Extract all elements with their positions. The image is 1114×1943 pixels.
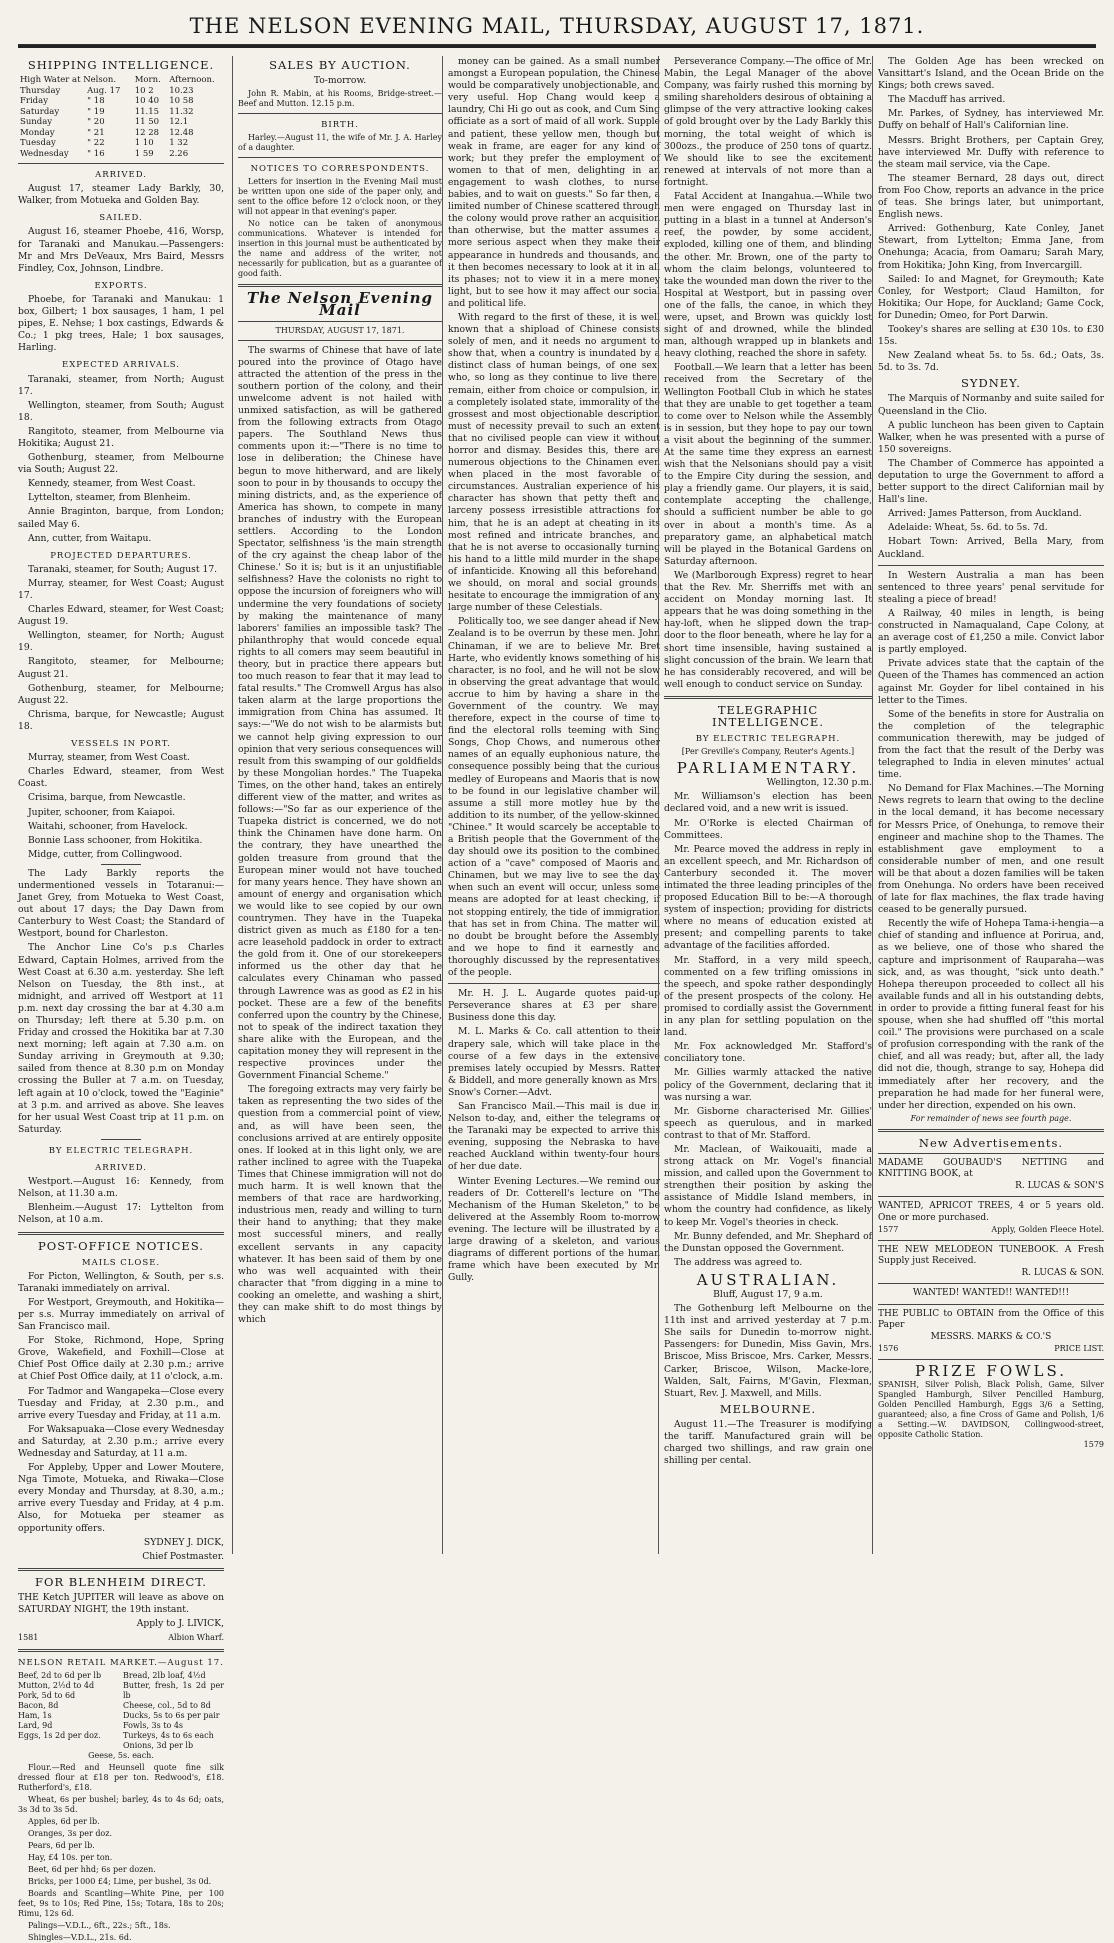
auction-heading: SALES BY AUCTION.	[269, 58, 411, 72]
list-item: Hay, £4 10s. per ton.	[28, 1853, 113, 1863]
divider	[878, 1304, 1104, 1305]
sailed-text: August 16, steamer Phoebe, 416, Worsp, for Taranaki and Manukau.—Passengers: Mr and Mrs DeVeaux, Mrs Baird, Messrs Findley, Cox, Johnson, Lindbre.	[18, 226, 224, 274]
exports-text: Phoebe, for Taranaki and Manukau: 1 box, Gilbert; 1 box sausages, 1 ham, 1 pel pipes, E. Nehse; 1 box castings, Edwards & Co.; 1 pkg trees, Hale; 1 box sausages, Harling.	[18, 293, 224, 354]
list-item: Mr. Gillies warmly attacked the native policy of the Government, declaring that it was nursing a war.	[664, 1067, 872, 1103]
list-item: Ham, 1s	[18, 1711, 52, 1721]
tide-row	[18, 117, 224, 128]
divider	[878, 1153, 1104, 1154]
tide-aft: 12.1	[169, 117, 189, 128]
tide-date: " 18	[87, 96, 105, 107]
news-item: San Francisco Mail.—This mail is due in Nelson to-day, and, either the telegrams or the Taranaki may be expected to arrive this evening, supposing the Nebraska to have reached Auckland within twenty-four hours of her due date.	[448, 1100, 660, 1173]
divider	[238, 113, 442, 114]
telegraphic-subheading: BY ELECTRIC TELEGRAPH.	[695, 734, 841, 745]
ad-footer	[878, 1343, 1104, 1355]
list-item: Ducks, 5s to 6s per pair	[123, 1711, 220, 1721]
divider	[878, 1283, 1104, 1284]
tide-aft: 1 32	[169, 138, 189, 149]
list-item: For Tadmor and Wangapeka—Close every Tuesday and Friday, at 2.30 p.m., and arrive every Tuesday and Friday, at 11 a.m.	[18, 1385, 224, 1421]
list-item: Oranges, 3s per doz.	[28, 1829, 113, 1839]
news-item: We (Marlborough Express) regret to hear that the Rev. Mr. Sherriffs met with an accident on Monday morning last. It appears that he was doing something in the hay-loft, when he slipped down the trap-door to the floor beneath, where he lay for a short time insensible, having sustained a slight concussion of the brain. We learn that he has considerably recovered, and will be well enough to conduct service on Sunday.	[664, 569, 872, 690]
editorial-paragraph: The foregoing extracts may very fairly be taken as representing the two sides of the question from a commercial point of view, and, as will have been seen, the conclusions arrived at are entirely opposite ones. If looked at in this light only, we are rather inclined to agree with the Tuapeka Times that Chinese immigration will not do much harm. It is well known that the members of that race are hardworking, industrious men, ready and willing to turn their hand to anything; that they make most successful miners, and really excellent servants in any capacity whatever. It has been said of them by one who was well acquainted with their character that "from digging in a mine to cooking an omelette, and washing a shirt, they can make shift to do most things by which	[238, 1084, 442, 1326]
notices-heading: NOTICES TO CORRESPONDENTS.	[250, 164, 430, 175]
mails-heading: MAILS CLOSE.	[81, 1257, 161, 1268]
editorial-paragraph: money can be gained. As a small number amongst a European population, the Chinese would be comparatively unobjectionable, and very useful. Hop Chang would keep a laundry, Chi Hi go out as cook, and Cum Sing officiate as a sort of maid of all work. Supple and patient, these yellow men, though but weak in frame, are eager for any kind of work; but they prefer the employment of women to that of men, delighting in an engagement to wash clothes, to nurse babies, and to wait on guests." So far then, a limited number of Chinese scattered through the colony would prove rather an acquisition than otherwise, but the matter assumes a more serious aspect when they make their appearance in hundreds and thousands, and it then becomes necessary to look at it in all its phases; not to view it in a mere money light, but to see how it may affect our social and political life.	[448, 56, 660, 309]
market-prices	[18, 1671, 224, 1751]
list-item: The address was agreed to.	[674, 1256, 803, 1268]
tide-row	[18, 107, 224, 118]
expected-list	[18, 374, 224, 545]
market-geese: Geese, 5s. each.	[88, 1751, 154, 1761]
list-item: Fowls, 3s to 4s	[123, 1721, 184, 1731]
column-5	[872, 56, 1104, 1554]
divider	[238, 321, 442, 322]
list-item: Bonnie Lass schooner, from Hokitika.	[28, 834, 203, 846]
lady-barkly-report: The Lady Barkly reports the undermentioned vessels in Totaranui:—Janet Grey, from Motueka to West Coast, out about 17 days; the Day Dawn from Canterbury to West Coast; the Standard of Westport, bound for Charleston.	[18, 867, 224, 940]
advert-prize-fowls	[878, 1380, 1104, 1450]
tide-aft: 11.32	[169, 106, 194, 117]
news-item: Arrived: Gothenburg, Kate Conley, Janet Stewart, from Lyttelton; Emma Jane, from Onehunga; Acacia, from Oamaru; Sarah Mary, from Hokitika; John King, from Invercargill.	[878, 223, 1104, 271]
news-item: The Marquis of Normanby and suite sailed for Queensland in the Clio.	[878, 393, 1104, 417]
tide-date: " 16	[87, 148, 105, 159]
tide-morn: 10 2	[134, 85, 154, 96]
exports-heading: EXPORTS.	[94, 280, 148, 291]
editorial-paragraph: The swarms of Chinese that have of late poured into the province of Otago have attracted the attention of the press in the southern portion of the colony, and their unwelcome advent is not hailed with unmixed satisfaction, as will be gathered from the following extracts from Otago papers. The Southland News thus comments upon it:—"There is no time to lose in deliberation; the Chinese have begun to move hitherward, and are likely soon to pour in by thousands to occupy the mining districts, and, as the experience of America has shown, to compete in many branches of industry with the European settlers. According to the London Spectator, selfishness 'is the main strength of the cry against the cheap labor of the Chinese.' So it is; but is it an unjustifiable selfishness? Have the colonists no right to oppose the incursion of foreigners who will undermine the very foundations of society by making the maintenance of many laborers' families an impossible task? The philanthrophy that would concede equal rights to all comers may seem beautiful in theory, but in practice there appears but too much reason to fear that it may lead to fatal results." The Cromwell Argus has also taken alarm at the large proportions the immigration from China has assumed. It says:—"We do not wish to be alarmists but we cannot help giving expression to our opinion that very serious consequences will result from this swamping of our goldfields by these Mongolian hordes." The Tuapeka Times, on the other hand, takes an entirely different view of the matter, and writes as follows:—"So far as our experience of the Tuapeka district is concerned, we do not think the Chinamen have done harm. On the contrary, they have unearthed the golden treasure from ground that the European miner would not have touched for many years hence. They have shown an amount of energy and organisation which we would like to see copied by our own countrymen. They have in the Tuapeka district given as much as £180 for a ten-acre leasehold paddock in order to extract the gold from it. One of our storekeepers informed us the other day that he calculates every Chinaman who passed through Lawrence was as good as £2 in his pocket. These are a few of the benefits conferred upon the country by the Chinese, not to speak of the indirect taxation they share alike with the European, and the capitation money they will represent in the respective provinces under the Government Financial Scheme."	[238, 344, 442, 1082]
news-item: A public luncheon has been given to Captain Walker, when he was presented with a purse of 150 sovereigns.	[878, 419, 1104, 455]
tide-date: " 21	[87, 127, 105, 138]
news-item: Mr. H. J. L. Augarde quotes paid-up Perseverance shares at £3 per share. Business done this day.	[448, 988, 660, 1024]
ad-text: WANTED, APRICOT TREES, 4 or 5 years old. One or more purchased.	[878, 1201, 1104, 1223]
tide-morn: 11 50	[134, 117, 160, 128]
list-item: For Westport, Greymouth, and Hokitika—per s.s. Murray immediately on arrival of San Francisco mail.	[18, 1296, 224, 1333]
parliamentary-dateline: Wellington, 12.30 p.m.	[766, 777, 872, 789]
tide-aft: 10 58	[169, 96, 194, 107]
news-item: Private advices state that the captain of the Queen of the Thames has commenced an action against Mr. Goyder for libel contained in his letter to the Times.	[878, 658, 1104, 706]
column-3	[442, 56, 660, 1554]
tide-row	[18, 96, 224, 107]
australian-heading: AUSTRALIAN.	[696, 1270, 840, 1289]
list-item: Lard, 9d	[18, 1721, 53, 1731]
electric-heading: BY ELECTRIC TELEGRAPH.	[48, 1145, 194, 1156]
divider	[238, 157, 442, 158]
port-list	[18, 752, 224, 861]
market-rest	[18, 1763, 224, 1943]
post-office-heading: POST-OFFICE NOTICES.	[38, 1238, 204, 1253]
news-item: Messrs. Bright Brothers, per Captain Grey, have interviewed Mr. Duffy with reference to the steam mail service, via the Cape.	[878, 134, 1104, 170]
ad-number: 1579	[1083, 1439, 1104, 1449]
tide-day: Saturday	[20, 106, 60, 117]
arrived-text: August 17, steamer Lady Barkly, 30, Walker, from Motueka and Golden Bay.	[18, 183, 224, 207]
list-item: Palings—V.D.L., 6ft., 22s.; 5ft., 18s.	[28, 1921, 171, 1931]
list-item: Westport.—August 16: Kennedy, from Nelson, at 11.30 a.m.	[18, 1176, 224, 1200]
ad-number: 1581	[18, 1633, 39, 1643]
tide-day: Wednesday	[20, 148, 69, 159]
list-item: Mr. Gisborne characterised Mr. Gillies' speech as querulous, and in marked contrast to that of Mr. Stafford.	[664, 1105, 872, 1141]
postmaster-name: SYDNEY J. DICK,	[143, 1536, 224, 1548]
list-item: Mr. Williamson's election has been declared void, and a new writ is issued.	[664, 791, 872, 815]
masthead: THE NELSON EVENING MAIL, THURSDAY, AUGUST 17, 1871.	[18, 14, 1096, 45]
prize-fowls-heading: PRIZE FOWLS.	[914, 1361, 1068, 1380]
news-item: The Chamber of Commerce has appointed a deputation to urge the Government to afford a better support to the direct Californian mail by Hall's line.	[878, 457, 1104, 506]
news-item: Sailed: Io and Magnet, for Greymouth; Kate Conley, for Westport; Claud Hamilton, for Hokitika; Our Hope, for Auckland; Game Cock, for Dunedin; Omeo, for Port Darwin.	[878, 273, 1104, 321]
tide-day: Friday	[20, 96, 48, 107]
divider	[878, 1240, 1104, 1241]
paper-nameplate: The Nelson Evening Mail	[246, 289, 434, 320]
birth-text: Harley.—August 11, the wife of Mr. J. A. Harley of a daughter.	[238, 133, 442, 153]
list-item: Crisima, barque, from Newcastle.	[28, 792, 186, 804]
list-item: Mr. Fox acknowledged Mr. Stafford's conciliatory tone.	[664, 1041, 872, 1065]
market-right	[123, 1671, 224, 1751]
list-item: Wheat, 6s per bushel; barley, 4s to 4s 6d; oats, 3s 3d to 3s 5d.	[18, 1795, 224, 1815]
tide-row	[18, 149, 224, 160]
ad-text: THE PUBLIC to OBTAIN from the Office of this Paper	[878, 1308, 1104, 1331]
notice-text: Letters for insertion in the Evening Mail must be written upon one side of the paper only, and sent to the office before 12 o'clock noon, or they will not appear in that evening's paper.	[238, 177, 442, 217]
tide-header: High Water at Nelson.	[20, 75, 117, 86]
editorial-paragraph: With regard to the first of these, it is well known that a shipload of Chinese consists solely of men, and it needs no argument to show that, when a country is inundated by a distinct class of human beings, of one sex, who, so long as they continue to live there, remain, either from choice or compulsion, in a completely isolated state, immorality of the grossest and most objectionable description must of necessity prevail to such an extent that no civilised people can view it without horror and dismay. Besides this, there are numerous objections to the Chinamen even when placed in the most favorable of circumstances. Australian experience of his character has shown that petty theft and larceny possess irresistible attractions for him, that he is an adept at cheating in its most refined and intricate branches, and that he is not averse to occasionally turning his hand to a little mild murder in the shape of infanticide. Knowing all this beforehand, we should, on moral and social grounds, hesitate to encourage the immigration of any large number of these Celestials.	[448, 311, 660, 614]
news-item: Recently the wife of Hohepa Tama-i-hengia—a chief of standing and influence at Porirua, and, as we believe, one of those who shared the capture and imprisonment of Rauparaha—was sick, and, as was thought, "sick unto death." Hohepa thereupon proceeded to collect all his available funds and all in his outstanding debts, in order to provide a fitting funeral feast for his spouse, when she had shuffled off "this mortal coil." The provisions were purchased on a scale of profusion corresponding with the rank of the chief, and all was ready; but, after all, the lady did not die, though, strange to say, Hohepa did immediately after her recovery, and the preparation he had made for her funeral were, under her direction, expended on his own.	[878, 918, 1104, 1111]
electric-arrived-heading: ARRIVED.	[95, 1163, 147, 1174]
advert-netting-book	[878, 1158, 1104, 1193]
list-item: Turkeys, 4s to 6s each	[123, 1731, 214, 1741]
ad-text: SPANISH, Silver Polish, Black Polish, Game, Silver Spangled Hamburgh, Silver Pencilled Hamburg, Golden Pencilled Hamburgh, Eggs 3/6 a Setting, guaranteed; also, a fine Cross of Game and Polish, 1/6 a Setting.—W. DAVIDSON, Collingwood-street, opposite Catholic Station.	[878, 1379, 1104, 1439]
list-item: Taranaki, steamer, for South; August 17.	[28, 563, 218, 575]
list-item: Chrisma, barque, for Newcastle; August 18.	[18, 708, 224, 732]
list-item: Wellington, steamer, for North; August 19.	[18, 630, 224, 654]
list-item: For Waksapuaka—Close every Wednesday and Saturday, at 2.30 p.m.; arrive every Wednesday and Saturday, at 11 a.m.	[18, 1423, 224, 1459]
melbourne-text: August 11.—The Treasurer is modifying the tariff. Manufactured grain will be charged two shillings, and raw grain one shilling per cental.	[664, 1418, 872, 1467]
list-item: Charles Edward, steamer, from West Coast.	[18, 766, 224, 790]
list-item: For Picton, Wellington, & South, per s.s. Taranaki immediately on arrival.	[18, 1270, 224, 1294]
tide-day: Tuesday	[20, 138, 56, 149]
notice-text: No notice can be taken of anonymous communications. Whatever is intended for insertion in this journal must be authenticated by the name and address of the writer, not necessarily for publication, but as a guarantee of good faith.	[238, 219, 442, 279]
tide-header-row	[18, 75, 224, 86]
news-item: In Western Australia a man has been sentenced to three years' penal servitude for stealing a piece of bread!	[878, 569, 1104, 605]
tide-aft: 12.48	[169, 127, 194, 138]
parliamentary-list	[664, 791, 872, 1269]
tide-date: " 22	[87, 138, 105, 149]
port-heading: VESSELS IN PORT.	[71, 739, 171, 750]
ketch-ad: THE Ketch JUPITER will leave as above on SATURDAY NIGHT, the 19th instant.	[18, 1591, 224, 1616]
list-item: Bread, 2lb loaf, 4½d	[123, 1671, 206, 1681]
news-item: Tookey's shares are selling at £30 10s. to £30 15s.	[878, 323, 1104, 348]
anchor-line-report: The Anchor Line Co's p.s Charles Edward, Captain Holmes, arrived from the West Coast at 6.30 a.m. yesterday. She left Nelson on Tuesday, the 8th inst., at midnight, and arrived off Westport at 11 p.m. next day crossing the bar at 4.30 a.m on Thursday; left there at 5.30 p.m. on Friday and crossed the Hokitika bar at 7.30 next morning; left again at 7.30 a.m. on Sunday arriving in Greymouth at 9.30; sailed from thence at 8.30 p.m on Monday crossing the Buller at 7 a.m. on Tuesday, left again at 10 o'clock, towed the "Eaginie" at 3 p.m. and arrived as above. She leaves for her usual West Coast trip at 11 p.m. on Saturday.	[18, 942, 224, 1135]
divider	[18, 163, 224, 164]
editorial-paragraph: Politically too, we see danger ahead if New Zealand is to be overrun by these men. John Chinaman, if we are to believe Mr. Bret Harte, who evidently knows something of his character, is no fool, and he will not be slow in observing the great advantage that would accrue to him by having a share in the Government of the country. We may, therefore, expect in the course of time to find the electoral rolls teeming with Sing Songs, Chop Chows, and numerous other names of an equally euphonious nature, the consequence possibly being that the curious medley of Europeans and Maoris that is now to be found in our legislative chamber will assume a still more motley hue by the addition to its number, of the yellow-skinned "Chinee." It would scarcely be acceptable to a British people that the Government of the day should owe its position to the combined action of a "cave" composed of Maoris and Chinamen, but we may live to see the day when such an event will occur, unless some means are adopted for at least checking, if not stopping entirely, the tide of immigration that has set in from China. The matter will no doubt be brought before the Assembly, and we hope to find it earnestly and thoroughly discussed by the representatives of the people.	[448, 616, 660, 979]
advert-wanted: WANTED! WANTED!! WANTED!!!	[912, 1288, 1070, 1299]
news-item: Hobart Town: Arrived, Bella Mary, from Auckland.	[878, 536, 1104, 560]
news-item: Football.—We learn that a letter has been received from the Secretary of the Wellington Football Club in which he states that they are unable to get together a team to come over to Nelson while the Assembly is in session, but they hope to pay our town a visit about the beginning of the summer. At the same time they express an earnest wish that the Nelsonians should pay a visit to the Empire City during the session, and play a friendly game. Our players, it is said, contemplate accepting the challenge, should a sufficient number be able to go over in about a month's time. As a preparatory game, an alphabetical match will be played in the Botanical Gardens on Saturday afternoon.	[664, 362, 872, 567]
tide-date: Aug. 17	[87, 85, 121, 96]
tide-morn: 10 40	[134, 96, 160, 107]
ketch-footer	[18, 1632, 224, 1644]
divider	[878, 565, 1104, 566]
news-item: New Zealand wheat 5s. to 5s. 6d.; Oats, 3s. 5d. to 3s. 7d.	[878, 350, 1104, 374]
arrived-heading: ARRIVED.	[95, 170, 147, 181]
list-item: Jupiter, schooner, from Kaiapoi.	[28, 806, 176, 818]
news-item: Fatal Accident at Inangahua.—While two men were engaged on Thursday last in putting in a blast in a tunnel at Anderson's reef, the powder, by some accident, exploded, killing one of them, and blinding the other. Mr. Brown, one of the party to whom the claim belongs, volunteered to take the wounded man down the river to the Hospital at Westport, but in passing over one of the falls, the canoe, in which they were, upset, and Brown was quickly lost sight of and drowned, while the blinded man, although wrapped up in blankets and heavy clothing, reached the shore in safety.	[664, 191, 872, 360]
advert-melodeon	[878, 1245, 1104, 1280]
news-item: The steamer Bernard, 28 days out, direct from Foo Chow, reports an advance in the price of teas. She brings later, but unimportant, English news.	[878, 172, 1104, 221]
projected-heading: PROJECTED DEPARTURES.	[50, 550, 192, 561]
list-item: Waitahi, schooner, from Havelock.	[28, 820, 188, 832]
australian-text: The Gothenburg left Melbourne on the 11th inst and arrived yesterday at 7 p.m. She sails for Dunedin to-morrow night. Passengers: for Dunedin, Miss Gavin, Mrs. Briscoe, Miss Briscoe, Mrs. Carker, Messrs. Carker, Briscoe, Wilson, Macke-lore, Walden, Salt, Fairns, M'Gavin, Flexman, Stuart, Rev. J. Maxwell, and Mills.	[664, 1303, 872, 1399]
divider	[238, 340, 442, 341]
ad-apply: Apply, Golden Fleece Hotel.	[991, 1225, 1104, 1235]
postmaster-title: Chief Postmaster.	[142, 1550, 224, 1562]
list-item: Mr. Maclean, of Waikouaiti, made a strong attack on Mr. Vogel's financial mission, and called upon the Government to strengthen their position by asking the assistance of Middle Island members, in whom the country had confidence, as likely to keep Mr. Vogel's theories in check.	[664, 1143, 872, 1228]
ad-seller: R. LUCAS & SON.	[1021, 1267, 1104, 1278]
list-item: Bacon, 8d	[18, 1701, 59, 1711]
list-item: Bricks, per 1000 £4; Lime, per bushel, 3s 0d.	[28, 1877, 212, 1887]
list-item: Mutton, 2½d to 4d	[18, 1681, 95, 1691]
list-item: Midge, cutter, from Collingwood.	[28, 848, 183, 860]
tide-table	[18, 75, 224, 159]
expected-heading: EXPECTED ARRIVALS.	[62, 360, 180, 371]
news-item: M. L. Marks & Co. call attention to their drapery sale, which will take place in the course of a few days in the extensive premises lately occupied by Messrs. Ratter & Biddell, and more generally known as Mrs. Snow's Corner.—Advt.	[448, 1026, 660, 1098]
list-item: Beef, 2d to 6d per lb	[18, 1671, 102, 1681]
list-item: Kennedy, steamer, from West Coast.	[28, 478, 196, 490]
list-item: Boards and Scantling—White Pine, per 100 feet, 9s to 10s; Red Pine, 15s; Totara, 18s to 20s; Rimu, 12s 6d.	[18, 1889, 224, 1919]
shipping-heading: SHIPPING INTELLIGENCE.	[27, 58, 215, 72]
divider	[878, 1129, 1104, 1132]
telegraphic-heading: TELEGRAPHIC INTELLIGENCE.	[712, 702, 824, 729]
list-item: Murray, steamer, for West Coast; August 17.	[18, 577, 224, 601]
list-item: Mr. O'Rorke is elected Chairman of Committees.	[664, 817, 872, 841]
mails-list	[18, 1271, 224, 1535]
ad-text: THE NEW MELODEON TUNEBOOK. A Fresh Supply just Received.	[878, 1244, 1104, 1267]
divider	[101, 1139, 141, 1140]
melbourne-heading: MELBOURNE.	[719, 1401, 817, 1416]
tide-day: Thursday	[20, 85, 61, 96]
tide-row	[18, 86, 224, 97]
divider	[664, 696, 872, 699]
news-item: A Railway, 40 miles in length, is being constructed in Namaqualand, Cape Colony, at an average cost of £1,250 a mile. Convict labor is partly employed.	[878, 607, 1104, 656]
news-item: No Demand for Flax Machines.—The Morning News regrets to learn that owing to the decline in the local demand, it has become necessary for Messrs Price, of Onehunga, to remove their engineer and machine shop to the Thames. The establishment gave employment to a considerable number of men, and one result will be that about a dozen families will be taken from Onehunga. No orders have been received of late for flax machines, the flax trade having ceased to be generally pursued.	[878, 783, 1104, 916]
list-item: Mr. Pearce moved the address in reply in an excellent speech, and Mr. Richardson of Canterbury seconded it. The mover intimated the three leading principles of the proposed Education Bill to be:—A thorough system of inspection; providing for districts where no means of education existed at present; and compelling parents to take advantage of the facilities afforded.	[664, 843, 872, 952]
column-4	[658, 56, 872, 1554]
divider	[18, 1568, 224, 1571]
list-item: Pears, 6d per lb.	[28, 1841, 95, 1851]
list-item: Ann, cutter, from Waitapu.	[28, 532, 152, 544]
divider	[238, 284, 442, 287]
tide-aft: 10.23	[169, 85, 194, 96]
projected-list	[18, 564, 224, 733]
divider	[448, 983, 660, 984]
telegraphic-agents: [Per Greville's Company, Reuter's Agents.]	[681, 747, 855, 757]
tide-morn: 12 28	[134, 127, 160, 138]
remainder-note: For remainder of news see fourth page.	[910, 1113, 1072, 1123]
list-item: Gothenburg, steamer, from Melbourne via South; August 22.	[18, 452, 224, 476]
tide-header-aft: Afternoon.	[169, 75, 215, 86]
column-2	[232, 56, 442, 1554]
auction-text: John R. Mabin, at his Rooms, Bridge-street.—Beef and Mutton. 12.15 p.m.	[238, 89, 442, 109]
list-item: Taranaki, steamer, from North; August 17.	[18, 373, 224, 397]
list-item: Apples, 6d per lb.	[28, 1817, 100, 1827]
tide-morn: 1 59	[134, 148, 154, 159]
paper-date: THURSDAY, AUGUST 17, 1871.	[275, 325, 405, 335]
divider	[101, 864, 141, 865]
news-item: Perseverance Company.—The office of Mr. Mabin, the Legal Manager of the above Company, was fairly rushed this morning by smiling shareholders desirous of obtaining a glimpse of the very attractive looking cakes of gold brought over by the Lady Barkly this morning, the total weight of which is 300ozs., the produce of 250 tons of quartz. We should like to see the excitement renewed at intervals of not more than a fortnight.	[664, 56, 872, 188]
ad-number: 1576	[878, 1344, 899, 1354]
tide-day: Sunday	[20, 117, 53, 128]
list-item: Blenheim.—August 17: Lyttelton from Nelson, at 10 a.m.	[18, 1202, 224, 1226]
tide-date: " 19	[87, 106, 105, 117]
new-ads-heading: New Advertisements.	[918, 1135, 1064, 1150]
column-1	[18, 56, 224, 1943]
divider	[18, 1649, 224, 1652]
ad-text: MADAME GOUBAUD'S NETTING and KNITTING BOOK, at	[878, 1157, 1104, 1180]
list-item: Murray, steamer, from West Coast.	[28, 752, 190, 764]
auction-day: To-morrow.	[313, 75, 367, 87]
tide-day: Monday	[20, 127, 55, 138]
blenheim-heading: FOR BLENHEIM DIRECT.	[35, 1574, 207, 1589]
ad-footer	[878, 1224, 1104, 1236]
ad-firm: MESSRS. MARKS & CO.'S	[930, 1331, 1052, 1342]
list-item: For Stoke, Richmond, Hope, Spring Grove, Wakefield, and Foxhill—Close at Chief Post Office daily at 2.30 p.m.; arrive at Chief Post Office daily, at 11 o'clock, a.m.	[18, 1335, 224, 1383]
market-heading: NELSON RETAIL MARKET.—August 17.	[18, 1658, 224, 1669]
list-item: Beet, 6d per hhd; 6s per dozen.	[28, 1865, 156, 1875]
list-item: Charles Edward, steamer, for West Coast; August 19.	[18, 604, 224, 628]
list-item: Wellington, steamer, from South; August 18.	[18, 399, 224, 423]
list-item: Mr. Stafford, in a very mild speech, commented on a few trifling omissions in the speech, and spoke rather despondingly of the present prospects of the colony. He promised to cordially assist the Government in any plan for settling population on the land.	[664, 954, 872, 1039]
list-item: Lyttelton, steamer, from Blenheim.	[28, 492, 191, 504]
divider	[18, 1232, 224, 1235]
list-item: Onions, 3d per lb	[123, 1741, 194, 1751]
ad-seller: R. LUCAS & SON'S	[1015, 1180, 1104, 1191]
ketch-apply: Apply to J. LIVICK,	[136, 1618, 224, 1630]
list-item: Flour.—Red and Heunsell quote fine silk dressed flour at £18 per ton. Redwood's, £18. Rutherford's, £18.	[18, 1763, 224, 1793]
list-item: Mr. Bunny defended, and Mr. Shephard of the Dunstan opposed the Government.	[664, 1230, 872, 1254]
list-item: Butter, fresh, 1s 2d per lb	[123, 1681, 224, 1701]
birth-heading: BIRTH.	[321, 120, 359, 131]
tide-date: " 20	[87, 117, 105, 128]
news-item: Adelaide: Wheat, 5s. 6d. to 5s. 7d.	[888, 522, 1048, 534]
divider	[878, 1196, 1104, 1197]
list-item: Cheese, col., 5d to 8d	[123, 1701, 211, 1711]
list-item: For Appleby, Upper and Lower Moutere, Nga Timote, Motueka, and Riwaka—Close every Monday and Thursday, at 8.30, a.m.; arrive every Tuesday and Friday, at 4 p.m. Also, for Motueka per steamer as opportunity offers.	[18, 1462, 224, 1534]
tide-morn: 11.15	[134, 106, 160, 117]
list-item: Rangitoto, steamer, for Melbourne; August 21.	[18, 656, 224, 680]
list-item: Gothenburg, steamer, for Melbourne; August 22.	[18, 682, 224, 706]
ad-number: 1577	[878, 1225, 899, 1235]
list-item: Eggs, 1s 2d per doz.	[18, 1731, 101, 1741]
tide-morn: 1 10	[134, 138, 154, 149]
advert-apricot-trees	[878, 1201, 1104, 1236]
tide-row	[18, 138, 224, 149]
advert-price-list	[878, 1309, 1104, 1355]
news-item: Winter Evening Lectures.—We remind our readers of Dr. Cotterell's lecture on "The Mechanism of the Human Skeleton," to be delivered at the Assembly Room to-morrow evening. The lecture will be illustrated by a large drawing of a skeleton, and various diagrams of different portions of the human frame which have been executed by Mr. Gully.	[448, 1175, 660, 1284]
tide-row	[18, 128, 224, 139]
ad-list-title: PRICE LIST.	[1054, 1344, 1104, 1354]
parliamentary-heading: PARLIAMENTARY.	[676, 759, 860, 778]
tide-aft: 2.26	[169, 148, 189, 159]
sailed-heading: SAILED.	[99, 213, 143, 224]
news-item: Mr. Parkes, of Sydney, has interviewed Mr. Duffy on behalf of Hall's Californian line.	[878, 108, 1104, 132]
ketch-wharf: Albion Wharf.	[168, 1633, 224, 1643]
list-item: Shingles—V.D.L., 21s. 6d.	[28, 1933, 132, 1943]
list-item: Rangitoto, steamer, from Melbourne via Hokitika; August 21.	[18, 425, 224, 449]
news-item: The Golden Age has been wrecked on Vansittart's Island, and the Ocean Bride on the Kings; both crews saved.	[878, 56, 1104, 92]
market-left	[18, 1671, 119, 1751]
tide-header-morn: Morn.	[134, 75, 161, 86]
news-item: The Macduff has arrived.	[888, 94, 1006, 106]
list-item: Annie Braginton, barque, from London; sailed May 6.	[18, 506, 224, 530]
australian-dateline: Bluff, August 17, 9 a.m.	[713, 1289, 823, 1300]
list-item: Pork, 5d to 6d	[18, 1691, 76, 1701]
news-item: Arrived: James Patterson, from Auckland.	[888, 508, 1082, 520]
divider	[878, 1359, 1104, 1360]
sydney-heading: SYDNEY.	[961, 376, 1021, 391]
news-item: Some of the benefits in store for Australia on the completion of the telegraphic communication therewith, may be judged of from the fact that the result of the Derby was telegraphed to India in eleven minutes' actual time.	[878, 708, 1104, 781]
